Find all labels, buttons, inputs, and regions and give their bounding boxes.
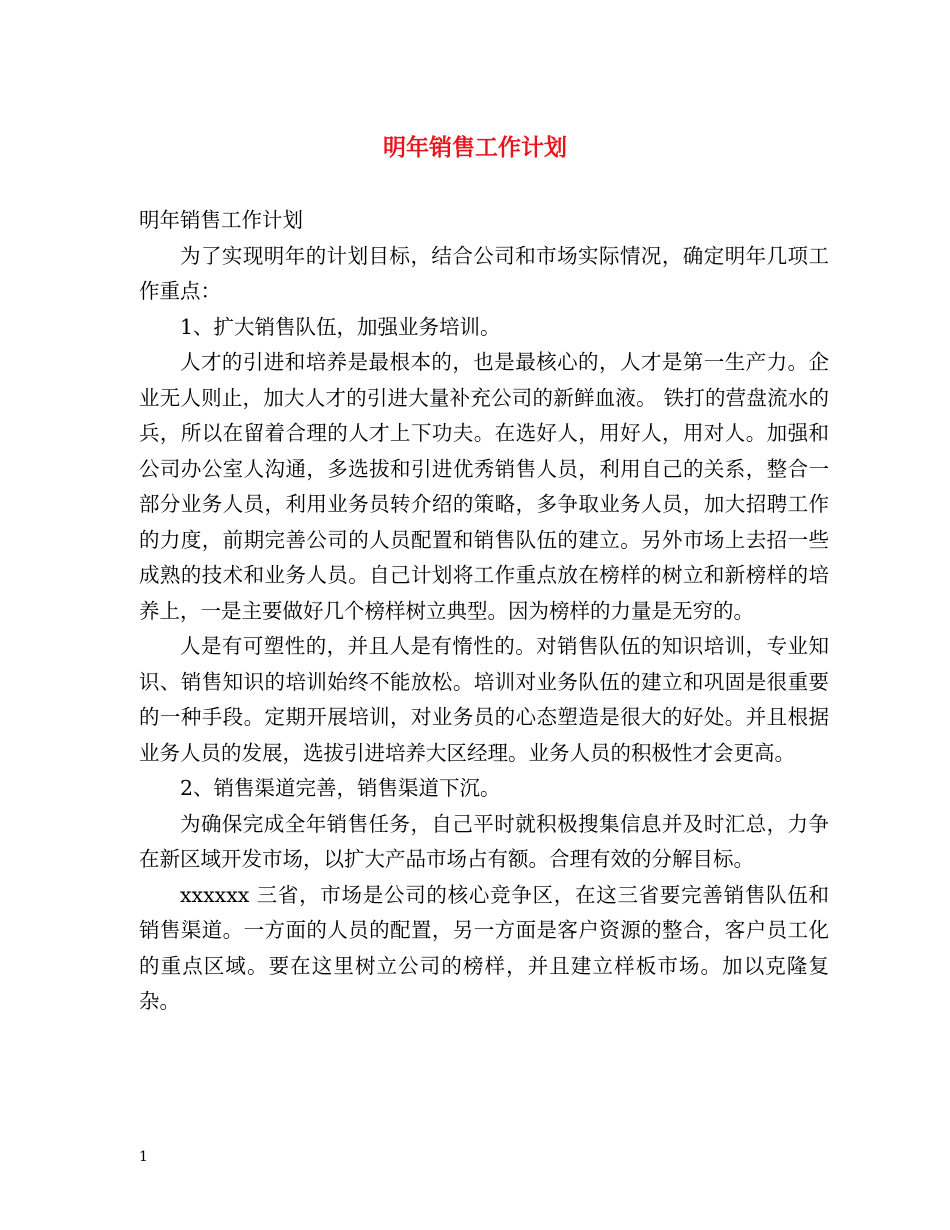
section-heading-1: 1、扩大销售队伍，加强业务培训。 (180, 314, 501, 339)
paragraph-three-provinces: xxxxxx 三省，市场是公司的核心竞争区，在这三省要完善销售队伍和销售渠道。一方面的人员的配置，另一方面是客户资源的整合，客户员工化的重点区域。要在这里树立公司的榜样，并且建立样板市场。加以克隆复杂。 (139, 882, 829, 1013)
paragraph-intro: 为了实现明年的计划目标，结合公司和市场实际情况，确定明年几项工作重点： (139, 243, 829, 303)
page-number: 1 (139, 1149, 148, 1165)
paragraph-sales-target: 为确保完成全年销售任务，自己平时就积极搜集信息并及时汇总，力争在新区域开发市场，以扩大产品市场占有额。合理有效的分解目标。 (139, 811, 829, 871)
document-body (139, 203, 829, 1020)
paragraph-talent: 人才的引进和培养是最根本的，也是最核心的，人才是第一生产力。企业无人则止，加大人才的引进大量补充公司的新鲜血液。 铁打的营盘流水的兵，所以在留着合理的人才上下功夫。在选好人，用好人，用对人。加强和公司办公室人沟通，多选拔和引进优秀销售人员，利用自己的关系，整合一部分业务人员，利用业务员转介绍的策略，多争取业务人员，加大招聘工作的力度，前期完善公司的人员配置和销售队伍的建立。另外市场上去招一些成熟的技术和业务人员。自己计划将工作重点放在榜样的树立和新榜样的培养上，一是主要做好几个榜样树立典型。因为榜样的力量是无穷的。 (139, 350, 829, 623)
document-title: 明年销售工作计划 (383, 134, 567, 161)
paragraph-heading: 明年销售工作计划 (139, 208, 303, 232)
section-heading-2: 2、销售渠道完善，销售渠道下沉。 (180, 776, 501, 800)
paragraph-training: 人是有可塑性的，并且人是有惰性的。对销售队伍的知识培训，专业知识、销售知识的培训始终不能放松。培训对业务队伍的建立和巩固是很重要的一种手段。定期开展培训，对业务员的心态塑造是很大的好处。并且根据业务人员的发展，选拔引进培养大区经理。业务人员的积极性才会更高。 (139, 634, 829, 765)
